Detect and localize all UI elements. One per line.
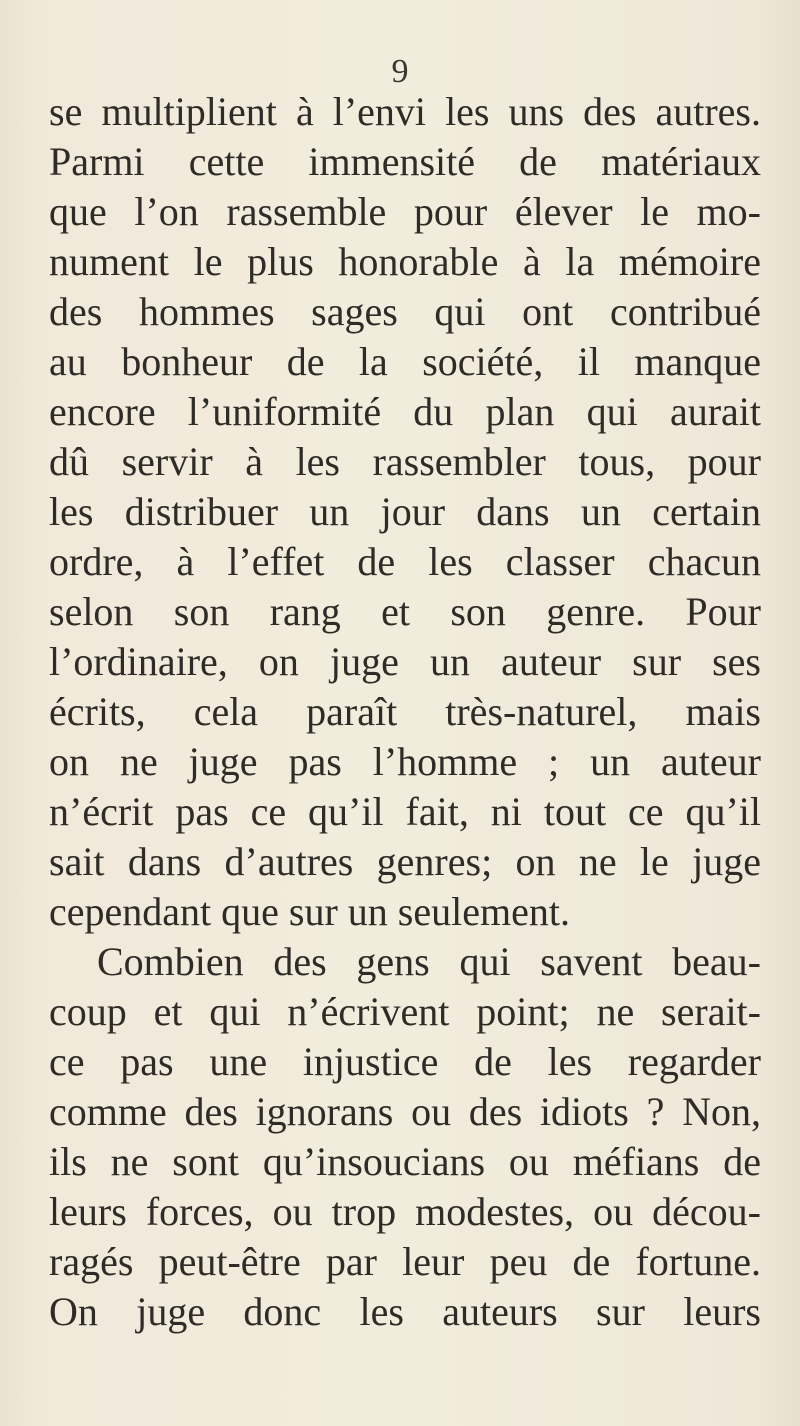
text-line: ils ne sont qu’insoucians ou méfians de [49,1139,761,1184]
text-line: cependant que sur un seulement. [49,889,570,934]
text-line: dû servir à les rassembler tous, pour [49,439,761,484]
text-line: se multiplient à l’envi les uns des autres. [49,89,761,134]
body-text [49,87,761,1337]
text-line: ragés peut-être par leur peu de fortune. [49,1239,761,1284]
text-line: Parmi cette immensité de matériaux [49,139,761,184]
text-line: comme des ignorans ou des idiots ? Non, [49,1089,761,1134]
text-line: nument le plus honorable à la mémoire [49,239,761,284]
text-line: que l’on rassemble pour élever le mo- [49,189,761,234]
text-line: ce pas une injustice de les regarder [49,1039,761,1084]
text-line: on ne juge pas l’homme ; un auteur [49,739,761,784]
text-line: On juge donc les auteurs sur leurs [49,1289,761,1334]
text-line: ordre, à l’effet de les classer chacun [49,539,761,584]
text-line: leurs forces, ou trop modestes, ou décou- [49,1189,761,1234]
page-number: 9 [391,53,409,90]
text-line: Combien des gens qui savent beau- [97,939,761,984]
text-line: l’ordinaire, on juge un auteur sur ses [49,639,761,684]
text-line: encore l’uniformité du plan qui aurait [49,389,761,434]
text-line: des hommes sages qui ont contribué [49,289,761,334]
text-line: coup et qui n’écrivent point; ne serait- [49,989,761,1034]
text-line: n’écrit pas ce qu’il fait, ni tout ce qu’il [49,789,761,834]
text-line: sait dans d’autres genres; on ne le juge [49,839,761,884]
text-line: les distribuer un jour dans un certain [49,489,761,534]
text-line: au bonheur de la société, il manque [49,339,761,384]
text-line: écrits, cela paraît très-naturel, mais [49,689,761,734]
text-line: selon son rang et son genre. Pour [49,589,761,634]
